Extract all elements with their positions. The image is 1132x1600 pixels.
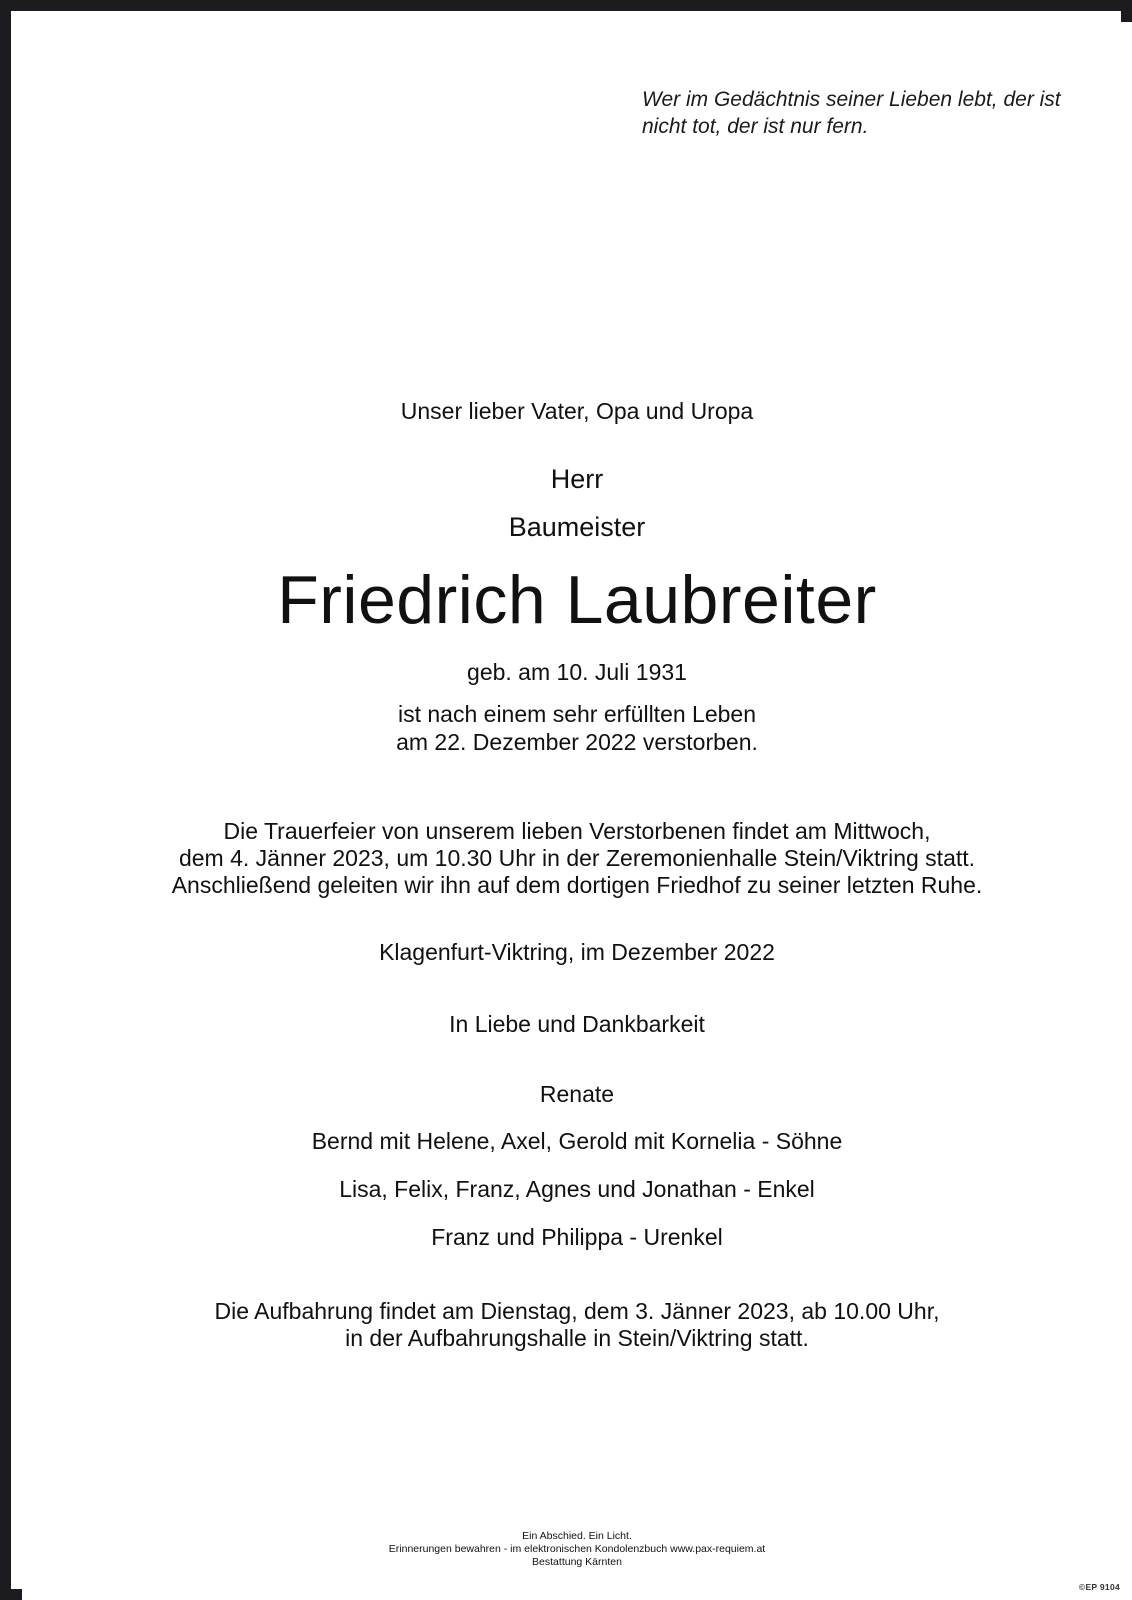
copyright-mark: ©EP 9104 [1078, 1582, 1120, 1592]
mourner-sons: Bernd mit Helene, Axel, Gerold mit Kornelia - Söhne [311, 1128, 843, 1154]
memorial-quote [642, 86, 1112, 140]
ceremony-line-3: Anschließend geleiten wir ihn auf dem dortigen Friedhof zu seiner letzten Ruhe. [171, 872, 983, 898]
mourner-grandchildren: Lisa, Felix, Franz, Agnes und Jonathan - Enkel [339, 1176, 815, 1202]
professional-title: Baumeister [508, 512, 646, 542]
intro-text: Unser lieber Vater, Opa und Uropa [400, 398, 754, 424]
mourner-spouse: Renate [539, 1081, 615, 1107]
place-date: Klagenfurt-Viktring, im Dezember 2022 [379, 939, 775, 965]
death-line-1: ist nach einem sehr erfüllten Leben [398, 701, 756, 727]
footer-line-1: Ein Abschied. Ein Licht. [522, 1530, 632, 1542]
salutation: Herr [550, 464, 604, 494]
quote-line-2: nicht tot, der ist nur fern. [642, 115, 869, 138]
quote-line-1: Wer im Gedächtnis seiner Lieben lebt, der ist [642, 88, 1061, 111]
viewing-line-2: in der Aufbahrungshalle in Stein/Viktring statt. [345, 1325, 809, 1351]
ceremony-line-1: Die Trauerfeier von unserem lieben Verstorbenen findet am Mittwoch, [223, 818, 931, 844]
footer [22, 1530, 1132, 1569]
deceased-name: Friedrich Laubreiter [277, 562, 877, 638]
closing-text: In Liebe und Dankbarkeit [449, 1011, 705, 1037]
footer-line-2: Erinnerungen bewahren - im elektronischen Kondolenzbuch www.pax-requiem.at [388, 1543, 766, 1555]
death-line-2: am 22. Dezember 2022 verstorben. [396, 729, 758, 755]
footer-line-3: Bestattung Kärnten [532, 1556, 622, 1568]
viewing-line-1: Die Aufbahrung findet am Dienstag, dem 3. Jänner 2023, ab 10.00 Uhr, [214, 1298, 940, 1324]
birth-date: geb. am 10. Juli 1931 [467, 659, 687, 685]
mourner-great-grandchildren: Franz und Philippa - Urenkel [431, 1224, 723, 1250]
ceremony-line-2: dem 4. Jänner 2023, um 10.30 Uhr in der Zeremonienhalle Stein/Viktring statt. [178, 845, 976, 871]
obituary-content [22, 22, 1132, 1600]
